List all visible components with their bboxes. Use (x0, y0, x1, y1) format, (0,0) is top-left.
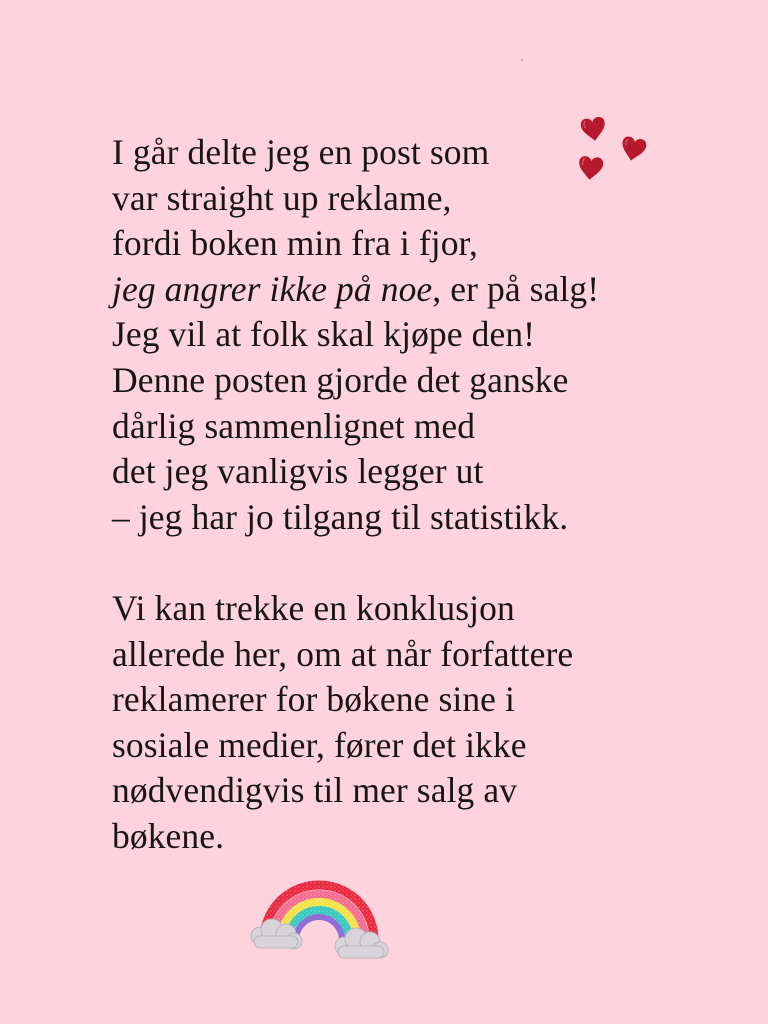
paragraph-gap (112, 540, 712, 586)
book-title: jeg angrer ikke på noe (112, 268, 433, 309)
text-line: Vi kan trekke en konklusjon (112, 587, 515, 628)
text-line: bøkene. (112, 815, 225, 856)
text-line: dårlig sammenlignet med (112, 405, 476, 446)
text-line: I går delte jeg en post som (112, 132, 490, 172)
text-line: Denne posten gjorde det ganske (112, 359, 569, 400)
text-line: sosiale medier, fører det ikke (112, 724, 527, 765)
text-line-rest: , er på salg! (432, 268, 600, 309)
text-line: allerede her, om at når forfattere (112, 633, 574, 674)
text-line: reklamerer for bøkene sine i (112, 679, 515, 720)
text-line: – jeg har jo tilgang til statistikk. (112, 496, 569, 537)
post-text (112, 130, 712, 860)
dust-speck (521, 59, 523, 61)
text-line: det jeg vanligvis legger ut (112, 451, 484, 492)
text-line: Jeg vil at folk skal kjøpe den! (112, 314, 536, 355)
rainbow-sticker-icon (246, 866, 392, 966)
text-line: fordi boken min fra i fjor, (112, 223, 479, 264)
text-line: var straight up reklame, (112, 177, 452, 218)
text-line (112, 267, 712, 313)
text-line: nødvendigvis til mer salg av (112, 770, 518, 811)
rainbow-band-purple (296, 917, 342, 940)
